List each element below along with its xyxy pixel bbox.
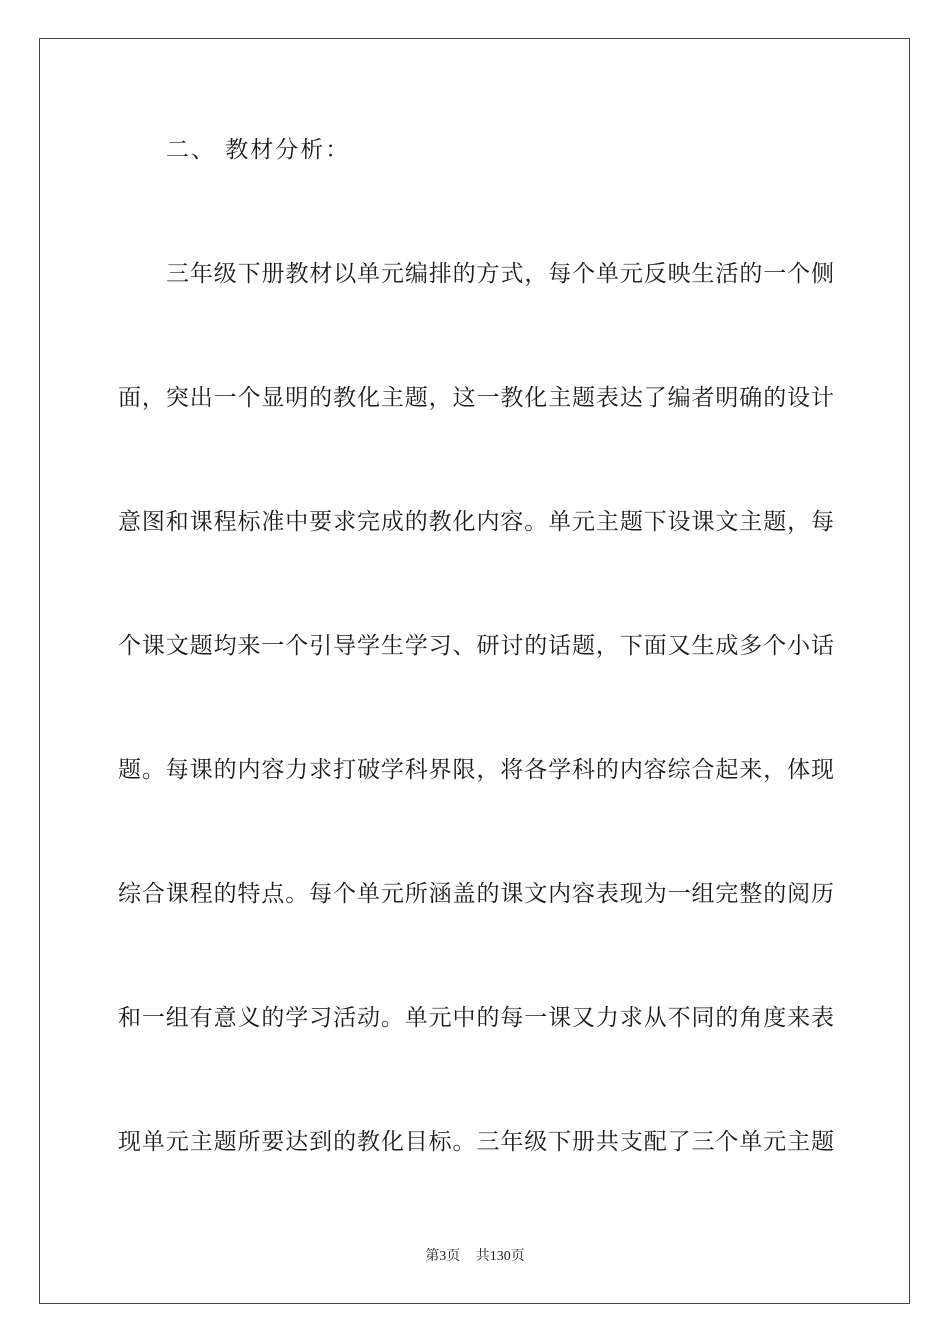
section-heading: 二、 教材分析：: [166, 137, 351, 163]
paragraph-line-6: 综合课程的特点。每个单元所涵盖的课文内容表现为一组完整的阅历: [118, 881, 834, 907]
paragraph-line-4: 个课文题均来一个引导学生学习、研讨的话题，下面又生成多个小话: [118, 633, 834, 659]
page-number: 第3页: [425, 1249, 461, 1264]
page-total: 共130页: [475, 1249, 525, 1264]
paragraph-line-3: 意图和课程标准中要求完成的教化内容。单元主题下设课文主题，每: [118, 509, 834, 535]
page-footer: [0, 1248, 950, 1266]
paragraph-line-1: 三年级下册教材以单元编排的方式，每个单元反映生活的一个侧: [166, 261, 834, 287]
paragraph-line-5: 题。每课的内容力求打破学科界限，将各学科的内容综合起来，体现: [118, 757, 834, 783]
page-border: [39, 38, 910, 1304]
paragraph-line-8: 现单元主题所要达到的教化目标。三年级下册共支配了三个单元主题: [118, 1129, 834, 1155]
paragraph-line-2: 面，突出一个显明的教化主题，这一教化主题表达了编者明确的设计: [118, 385, 834, 411]
paragraph-line-7: 和一组有意义的学习活动。单元中的每一课又力求从不同的角度来表: [118, 1005, 834, 1031]
